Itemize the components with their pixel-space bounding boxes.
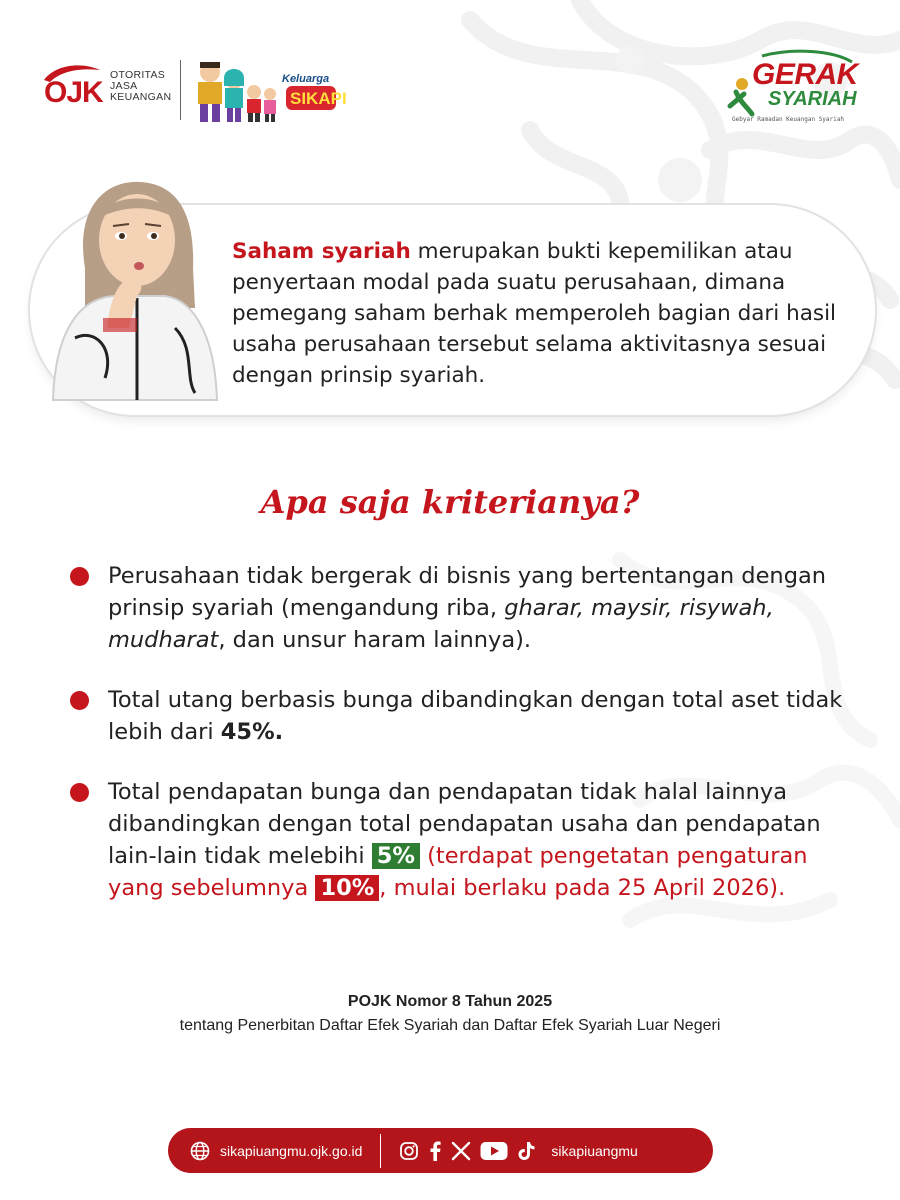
gerak-title: GERAK: [752, 58, 858, 91]
bullet-icon: [70, 783, 89, 802]
intro-text: [232, 236, 857, 391]
header-divider: [180, 60, 181, 120]
gerak-subtitle: SYARIAH: [768, 88, 857, 110]
list-item: Total pendapatan bunga dan pendapatan tidak halal lainnya dibandingkan dengan total pendapatan usaha dan pendapatan lain-lain tidak melebihi 5% (terdapat pengetatan pengaturan yang sebelumnya 10% , mulai berlaku pada 25 April 2026).: [70, 776, 870, 904]
footer-divider: [380, 1134, 381, 1168]
footer-bar: [168, 1128, 713, 1173]
intro-highlight: Saham syariah: [232, 239, 411, 264]
gerak-syariah-logo: [722, 50, 862, 130]
social-icons: [399, 1141, 535, 1161]
x-icon[interactable]: [451, 1141, 471, 1161]
regulation-subtitle: tentang Penerbitan Daftar Efek Syariah dan Daftar Efek Syariah Luar Negeri: [179, 1017, 721, 1034]
globe-icon: [190, 1141, 210, 1161]
svg-text:Keluarga: Keluarga: [282, 73, 330, 85]
tiktok-icon[interactable]: [517, 1141, 535, 1161]
regulation-reference: [0, 993, 900, 1035]
ojk-letters: OJK: [44, 76, 103, 109]
facebook-icon[interactable]: [428, 1141, 442, 1161]
svg-text:SIKAPI: SIKAPI: [290, 89, 347, 108]
thinking-woman-illustration: [45, 178, 220, 400]
youtube-icon[interactable]: [480, 1141, 508, 1161]
ojk-mark: [42, 62, 104, 110]
keluarga-sikapi-logo: [190, 58, 347, 124]
intro-body: merupakan bukti kepemilikan atau penyertaan modal pada suatu perusahaan, dimana pemegang saham berhak memperoleh bagian dari hasil usaha perusahaan tersebut selama aktivitasnya sesuai dengan prinsip syariah.: [232, 239, 837, 388]
ojk-logo: [42, 62, 171, 110]
list-item: Total utang berbasis bunga dibandingkan dengan total aset tidak lebih dari 45%.: [70, 684, 870, 748]
list-item: Perusahaan tidak bergerak di bisnis yang bertentangan dengan prinsip syariah (mengandung riba, gharar, maysir, risywah, mudharat, dan unsur haram lainnya).: [70, 560, 870, 656]
regulation-title: POJK Nomor 8 Tahun 2025: [347, 993, 553, 1010]
gerak-tagline: Gebyar Ramadan Keuangan Syariah: [732, 116, 844, 123]
instagram-icon[interactable]: [399, 1141, 419, 1161]
bullet-icon: [70, 691, 89, 710]
social-handle[interactable]: sikapiuangmu: [551, 1142, 638, 1159]
new-threshold-badge: 5%: [372, 843, 420, 869]
website-link[interactable]: [190, 1141, 362, 1161]
criteria-heading: Apa saja kriterianya?: [260, 483, 640, 521]
ojk-name: OTORITAS JASA KEUANGAN: [110, 68, 172, 103]
criteria-list: [70, 560, 870, 904]
bullet-icon: [70, 567, 89, 586]
debt-threshold: 45%.: [220, 719, 284, 745]
website-url: sikapiuangmu.ojk.go.id: [220, 1142, 363, 1159]
old-threshold-badge: 10%: [315, 875, 379, 901]
